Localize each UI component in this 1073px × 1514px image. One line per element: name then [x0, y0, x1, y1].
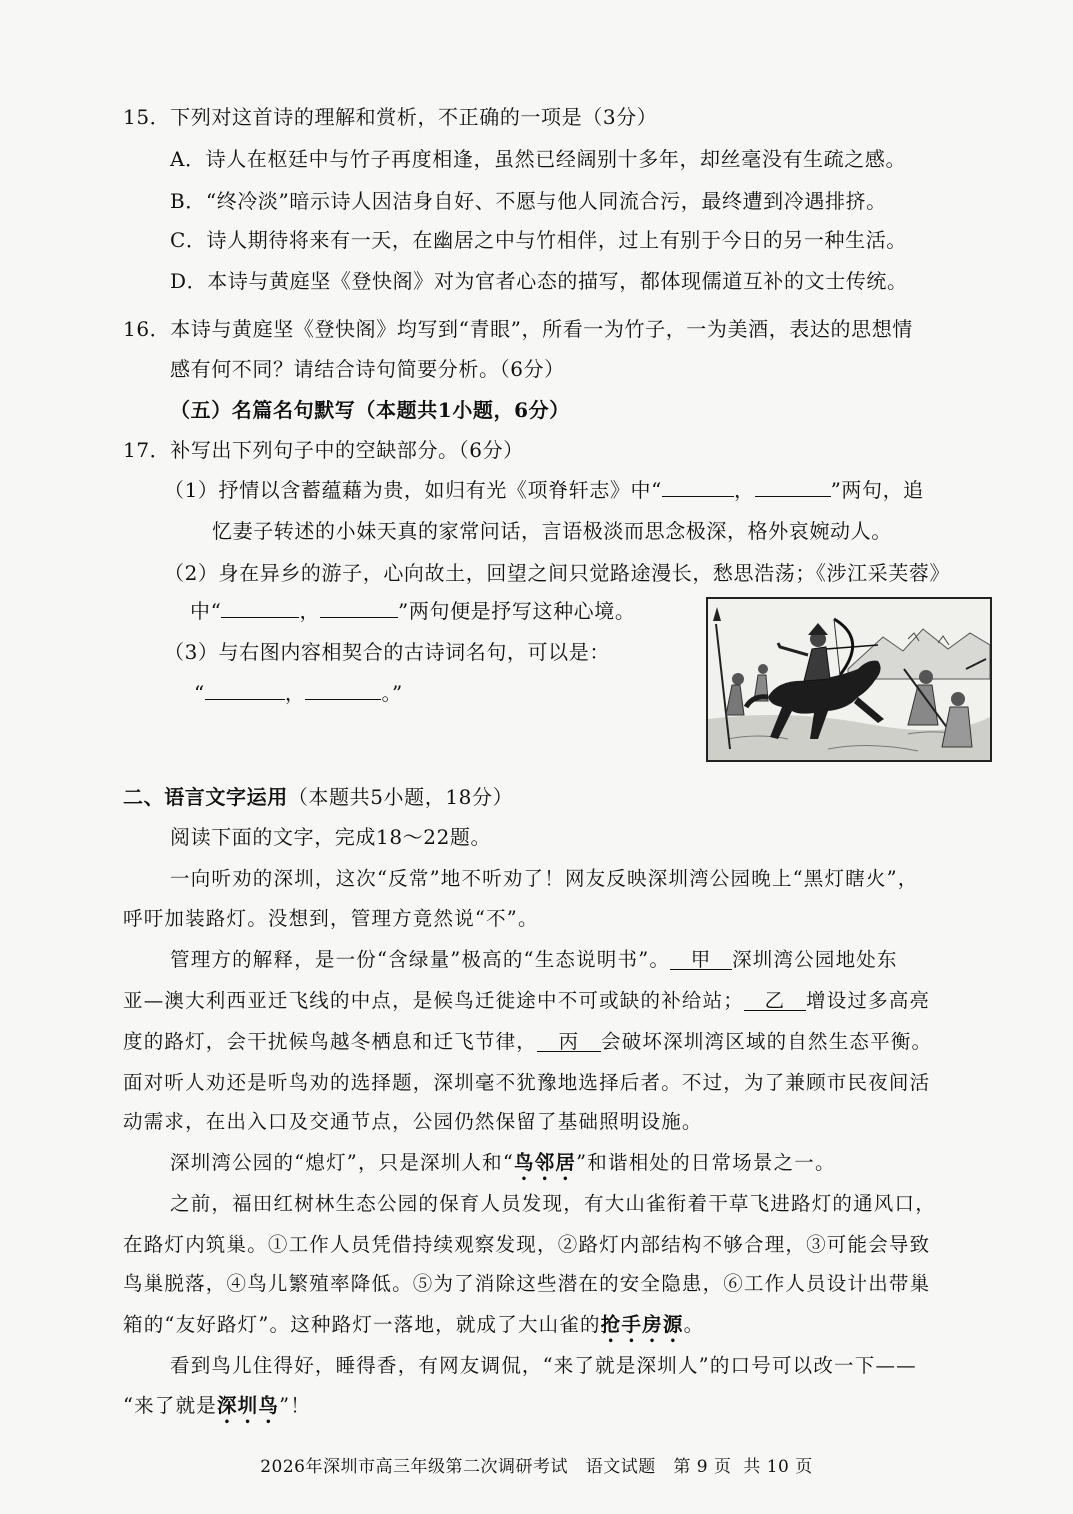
- blank-jia[interactable]: 甲: [670, 947, 732, 970]
- q15-option-b: B．“终冷淡”暗示诗人因洁身自好、不愿与他人同流合污，最终遭到冷遇排挤。: [170, 189, 887, 213]
- answer-blank[interactable]: [662, 478, 734, 497]
- section-2-meta: （本题共5小题，18分）: [287, 785, 514, 809]
- passage-text: 深圳湾公园地处东: [732, 948, 898, 971]
- q15-stem: 15．下列对这首诗的理解和赏析，不正确的一项是（3分）: [123, 105, 658, 129]
- q16-line2: 感有何不同？请结合诗句简要分析。（6分）: [170, 357, 565, 381]
- passage-p5-line2: [123, 1393, 311, 1428]
- q17-sub1-suffix: ”两句，追: [830, 478, 924, 502]
- blank-yi[interactable]: 乙: [744, 988, 806, 1011]
- section-2-title: 二、语言文字运用: [123, 785, 288, 809]
- q17-sub1-line1: [164, 477, 924, 503]
- answer-blank[interactable]: [755, 478, 831, 497]
- q16-line1: 16．本诗与黄庭坚《登快阁》均写到“青眼”，所看一为竹子，一为美酒，表达的思想情: [123, 317, 913, 341]
- section-2-instruction: 阅读下面的文字，完成18～22题。: [170, 825, 492, 849]
- q17-sub1-comma: ，: [733, 478, 755, 502]
- blank-bing[interactable]: 丙: [537, 1029, 601, 1052]
- answer-blank[interactable]: [320, 599, 398, 618]
- passage-text: ”和谐相处的日常场景之一。: [576, 1151, 836, 1174]
- q17-sub3-line2: [194, 680, 403, 706]
- emphasized-term: 鸟邻居: [514, 1151, 577, 1174]
- passage-text: 深圳湾公园的“熄灯”，只是深圳人和“: [170, 1151, 515, 1174]
- q17-sub1-prefix: （1）抒情以含蓄蕴藉为贵，如归有光《项脊轩志》中“: [164, 478, 662, 502]
- q17-sub3-close: 。”: [381, 681, 403, 705]
- passage-p3: [170, 1150, 836, 1185]
- section-5-heading: （五）名篇名句默写（本题共1小题，6分）: [170, 398, 570, 422]
- passage-p2-line3: [123, 1029, 932, 1055]
- answer-blank[interactable]: [221, 599, 299, 618]
- passage-p1-line1: 一向听劝的深圳，这次“反常”地不听劝了！网友反映深圳湾公园晚上“黑灯瞎火”，: [170, 867, 919, 890]
- passage-text: ”！: [279, 1394, 311, 1417]
- q17-stem: 17．补写出下列句子中的空缺部分。（6分）: [123, 438, 524, 462]
- passage-text: “来了就是: [123, 1394, 217, 1417]
- passage-p4-line4: [123, 1312, 704, 1347]
- warrior-illustration-icon: [706, 597, 992, 762]
- q17-sub2-line2: [190, 598, 635, 624]
- passage-p4-line3: 鸟巢脱落，④鸟儿繁殖率降低。⑤为了消除这些潜在的安全隐患，⑥工作人员设计出带巢: [123, 1272, 931, 1295]
- q17-sub3-open: “: [194, 681, 205, 705]
- passage-p1-line2: 呼吁加装路灯。没想到，管理方竟然说“不”。: [123, 907, 539, 930]
- q17-sub3-comma: ，: [284, 681, 306, 705]
- passage-text: 亚—澳大利西亚迁飞线的中点，是候鸟迁徙途中不可或缺的补给站；: [123, 989, 745, 1012]
- section-2-heading: [123, 784, 513, 810]
- answer-blank[interactable]: [205, 681, 285, 700]
- q15-option-d: D．本诗与黄庭坚《登快阁》对为官者心态的描写，都体现儒道互补的文士传统。: [170, 269, 908, 293]
- q17-sub2-prefix: 中“: [190, 599, 222, 623]
- passage-text: 增设过多高亮: [806, 989, 931, 1012]
- q15-option-a: A．诗人在枢廷中与竹子再度相逢，虽然已经阔别十多年，却丝毫没有生疏之感。: [170, 147, 907, 171]
- q17-sub3-line1: （3）与右图内容相契合的古诗词名句，可以是：: [164, 640, 610, 664]
- emphasized-term: 抢手房源: [600, 1313, 684, 1336]
- q17-sub1-line2: 忆妻子转述的小妹天真的家常问话，言语极淡而思念极深，格外哀婉动人。: [212, 519, 892, 543]
- passage-text: 管理方的解释，是一份“含绿量”极高的“生态说明书”。: [170, 948, 671, 971]
- passage-text: 会破坏深圳湾区域的自然生态平衡。: [601, 1030, 933, 1053]
- passage-p2-line5: 动需求，在出入口及交通节点，公园仍然保留了基础照明设施。: [123, 1110, 703, 1133]
- answer-blank[interactable]: [305, 681, 381, 700]
- q17-sub2-line1: （2）身在异乡的游子，心向故土，回望之间只觉路途漫长，愁思浩荡；《涉江采芙蓉》: [164, 561, 951, 585]
- horse-archer-icon: [708, 599, 990, 760]
- passage-p2-line2: [123, 988, 930, 1014]
- passage-p2-line1: [170, 947, 898, 973]
- q17-sub2-suffix: ”两句便是抒写这种心境。: [398, 599, 636, 623]
- page-footer: 2026年深圳市高三年级第二次调研考试 语文试题 第 9 页 共 10 页: [260, 1457, 813, 1477]
- q17-sub2-comma: ，: [299, 599, 321, 623]
- passage-p4-line1: 之前，福田红树林生态公园的保育人员发现，有大山雀衔着干草飞进路灯的通风口，: [170, 1192, 936, 1215]
- emphasized-term: 深圳鸟: [216, 1394, 280, 1417]
- passage-text: 箱的“友好路灯”。这种路灯一落地，就成了大山雀的: [123, 1313, 601, 1336]
- passage-text: 度的路灯，会干扰候鸟越冬栖息和迁飞节律，: [123, 1030, 538, 1053]
- passage-p2-line4: 面对听人劝还是听鸟劝的选择题，深圳毫不犹豫地选择后者。不过，为了兼顾市民夜间活: [123, 1071, 931, 1094]
- passage-text: 。: [683, 1313, 705, 1336]
- q15-option-c: C．诗人期待将来有一天，在幽居之中与竹相伴，过上有别于今日的另一种生活。: [170, 228, 907, 252]
- passage-p5-line1: 看到鸟儿住得好，睡得香，有网友调侃，“来了就是深圳人”的口号可以改一下——: [170, 1354, 917, 1377]
- passage-p4-line2: 在路灯内筑巢。①工作人员凭借持续观察发现，②路灯内部结构不够合理，③可能会导致: [123, 1233, 931, 1256]
